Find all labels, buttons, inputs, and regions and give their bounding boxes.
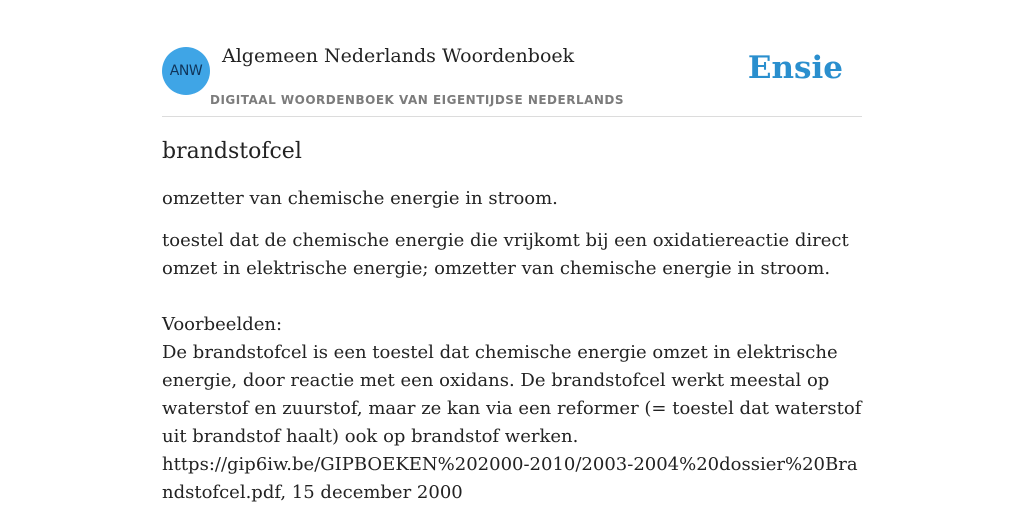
entry-content	[162, 139, 862, 507]
anw-logo[interactable]: ANW	[162, 47, 210, 95]
examples-label: Voorbeelden:	[162, 314, 283, 335]
definition: toestel dat de chemische energie die vrijkomt bij een oxidatiereactie direct omzet in elektrische energie; omzetter van chemische energie in stroom.	[162, 230, 849, 279]
site-title[interactable]: Algemeen Nederlands Woordenboek	[222, 45, 575, 67]
short-definition: omzetter van chemische energie in stroom.	[162, 188, 558, 209]
headword: brandstofcel	[162, 139, 302, 164]
example-source-link[interactable]: https://gip6iw.be/GIPBOEKEN%202000-2010/2003-2004%20dossier%20Brandstofcel.pdf, 15 december 2000	[162, 454, 858, 503]
site-subtitle: DIGITAAL WOORDENBOEK VAN EIGENTIJDSE NEDERLANDS	[210, 93, 625, 107]
ensie-brand-link[interactable]: Ensie	[747, 50, 843, 86]
example-text: De brandstofcel is een toestel dat chemische energie omzet in elektrische energie, door reactie met een oxidans. De brandstofcel werkt meestal op waterstof en zuurstof, maar ze kan via een reformer (= toestel dat waterstof uit brandstof haalt) ook op brandstof werken.	[162, 342, 862, 447]
site-header	[162, 0, 862, 117]
